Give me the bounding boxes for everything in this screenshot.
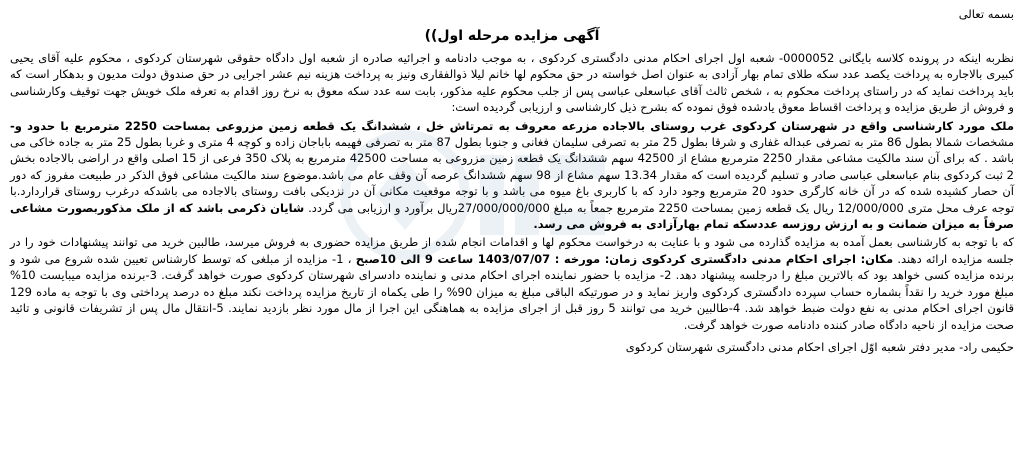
notice-title: آگهی مزایده مرحله اول)) [424, 28, 600, 44]
property-body: مشخصات شمالا بطول 86 متر به تصرفی عبداله غفاری و شرقا بطول 25 متر به تصرفی سلیمان فغانی و جنوبا بطول 87 متر به تصرفی فهیمه باباجان زاده و کوچه 4 متری و غربا بطول 25 متر به جاده خاکی می باشد . که برای آن سند مالکیت مشاعی مقدار 2250 مترمربع مشاع از 42500 سهم ششدانگ یک قطعه زمین مزروعی به مساحت 42500 مترمربع به پلاک 350 فرعی از 15 اصلی واقع در اراضی بالاجاده بخش 2 ثبت کردکوی بنام عباسعلی عباسی صادر و تسلیم گردیده است که مقدار 13.34 سهم مشاع از 98 سهم ششدانگ عرصه آن وقف عام می باشد.موضوع سند مالکیت مشاعی فوق الذکر در طبیعت مفروز که دور آن حصار کشیده شده که در آن خانه کارگری حدود 20 مترمربع وجود دارد که با کاربری باغ میوه می باشد و با توجه موقعیت مکانی آن در نزدیکی بافت روستای بالاجاده می باشدکه درغرب روستای قراردارد.با توجه عرف محل متری 12/000/000 ریال یک قطعه زمین بمساحت 2250 مترمربع جمعاً به مبلغ 27/000/000/000ریال برآورد و ارزیابی می گردد. [10, 135, 1015, 215]
basmala: بسمه تعالی [958, 7, 1014, 21]
auction-paragraph [10, 234, 1014, 332]
auction-opening: که با توجه به کارشناسی بعمل آمده به مزایده گذارده می شود و با عنایت به درخواست محکوم لها و اقدامات انجام شده از طریق مزایده حضوری به فروش میرسد، طالبین خرید می توانند پیشنهادات خود را در جلسه مزایده ارائه دهند. [10, 235, 1015, 266]
property-lead: ملک مورد کارشناسی واقع در شهرستان کردکوی غرب روستای بالاجاده مزرعه معروف به تمرتاش خل ، ششدانگ یک قطعه زمین مزروعی بمساحت 2250 مترمربع با حدود و- [10, 118, 1015, 133]
property-closing: شایان ذکرمی باشد که از ملک مذکوربصورت مشاعی صرفاً به میزان ضمانت و به ارزش روزسه عددسکه تمام بهارآزادی به فروش می رسد. [10, 200, 1014, 232]
auction-place-time: مکان: اجرای احکام مدنی دادگستری کردکوی زمان: مورخه : 1403/07/07 ساعت 9 الی 10صبح [355, 251, 894, 266]
auction-rules: ، 1- مزایده از مبلغی که توسط کارشناس تعیین شده شروع می شود و برنده مزایده کسی خواهد بود که بالاترین مبلغ را درجلسه پیشنهاد دهد. 2- مزایده با حضور نماینده اجرای احکام مدنی و نماینده دادسرای شهرستان کردکوی صورت خواهد گرفت. 3-برنده مزایده میبایست 10% مبلغ مورد خرید را نقداً بشماره حساب سپرده دادگستری کردکوی واریز نماید و در صورتیکه الباقی مبلغ به میزان 90% را طی یکماه از تاریخ مزایده پرداخت نکند مبلغ ده درصد پرداختی وی با توجه به ماده 129 قانون اجرای احکام مدنی به نفع دولت ضبط خواهد شد. 4-طالبین خرید می توانند 5 روز قبل از اجرای مزایده به هماهنگی این اجرا از مال مورد نظر بازدید نمایند. 5-انتقال مال پس از تشریفات قانونی و تائید صحت مزایده از ناحیه دادگاه صادر کننده دادنامه صورت خواهد گرفت. [10, 251, 1014, 332]
signature-line: حکیمی راد- مدیر دفتر شعبه اوّل اجرای احکام مدنی دادگستری شهرستان کردکوی [625, 339, 1014, 354]
intro-paragraph: نظربه اینکه در پرونده کلاسه بایگانی 0000052- شعبه اول اجرای احکام مدنی دادگستری کردکوی ، به موجب دادنامه و اجرائیه صادره از شعبه اول دادگاه حقوقی شهرستان کردکوی ، محکوم علیه آقای یحیی کبیری بالاجاره به پرداخت یکصد عدد سکه طلای تمام بهار آزادی به عنوان اصل خواسته در حق محکوم لها خانم لیلا ذوالفقاری ونیز به پرداخت هزینه نیم عشر اجرایی در حق صندوق دولت مدیون و بدهکار است که باید پرداخت نماید که در راستای پرداخت محکوم به ، شخص ثالث آقای عباسعلی عباسی پس از جلب محکوم علیه مذکور، بابت سه عدد سکه معوق به نرخ روز اقدام به تعرفه ملک خویش جهت توقیف وکارشناسی و فروش از طریق مزایده و پرداخت اقساط معوق یادشده فوق نموده که بشرح ذیل کارشناسی و ارزیابی گردیده است: [10, 51, 1014, 115]
property-paragraph [10, 118, 1014, 233]
